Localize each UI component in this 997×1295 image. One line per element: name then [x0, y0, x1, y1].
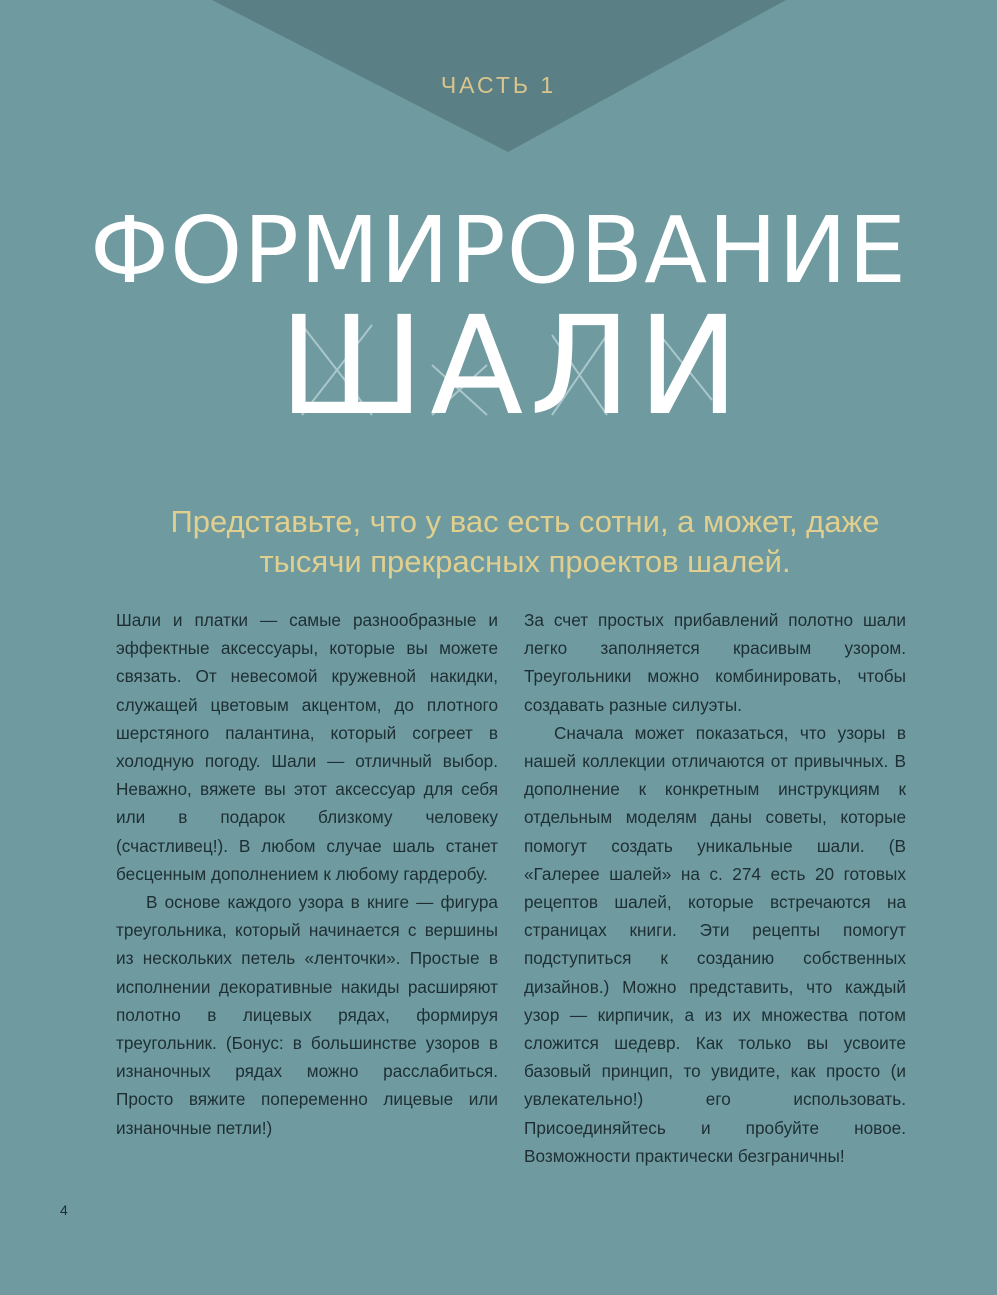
chapter-title-decorated — [272, 288, 752, 446]
page-number: 4 — [60, 1202, 68, 1218]
body-column-left — [116, 606, 498, 1142]
body-column-right — [524, 606, 906, 1170]
chapter-title-word: ШАЛИ — [278, 288, 746, 446]
paragraph: Шали и платки — самые разнообразные и эффектные аксессуары, которые вы можете связать. От невесомой кружевной накидки, служащей цветовым акцентом, до плотного шерстяного палантина, который согреет в холодную погоду. Шали — отличный выбор. Неважно, вяжете вы этот аксессуар для себя или в подарок близкому человеку (счастливец!). В любом случае шаль станет бесценным дополнением к любому гардеробу. — [116, 610, 498, 884]
paragraph: За счет простых прибавлений полотно шали легко заполняется красивым узором. Треугольники можно комбинировать, чтобы создавать разные силуэты. — [524, 610, 906, 715]
lead-paragraph: Представьте, что у вас есть сотни, а может, даже тысячи прекрасных проектов шалей. — [170, 504, 880, 579]
part-label: ЧАСТЬ 1 — [440, 72, 557, 98]
paragraph: В основе каждого узора в книге — фигура треугольника, который начинается с вершины из нескольких петель «ленточки». Простые в исполнении декоративные накиды расширяют полотно в лицевых рядах, формируя треугольник. (Бонус: в большинстве узоров в изнаночных рядах можно расслабиться. Просто вяжите попеременно лицевые или изнаночные петли!) — [116, 892, 498, 1138]
chapter-title: ФОРМИРОВАНИЕ — [89, 197, 908, 304]
paragraph: Сначала может показаться, что узоры в нашей коллекции отличаются от привычных. В дополнение к конкретным инструкциям к отдельным моделям даны советы, которые помогут создать уникальные шали. (В «Галерее шалей» на с. 274 есть 20 готовых рецептов шалей, которые встречаются на страницах книги. Эти рецепты помогут подступиться к созданию собственных дизайнов.) Можно представить, что каждый узор — кирпичик, а из их множества потом сложится шедевр. Как только вы усвоите базовый принцип, то увидите, как просто (и увлекательно!) его использовать. Присоединяйтесь и пробуйте новое. Возможности практически безграничны! — [524, 722, 906, 1166]
